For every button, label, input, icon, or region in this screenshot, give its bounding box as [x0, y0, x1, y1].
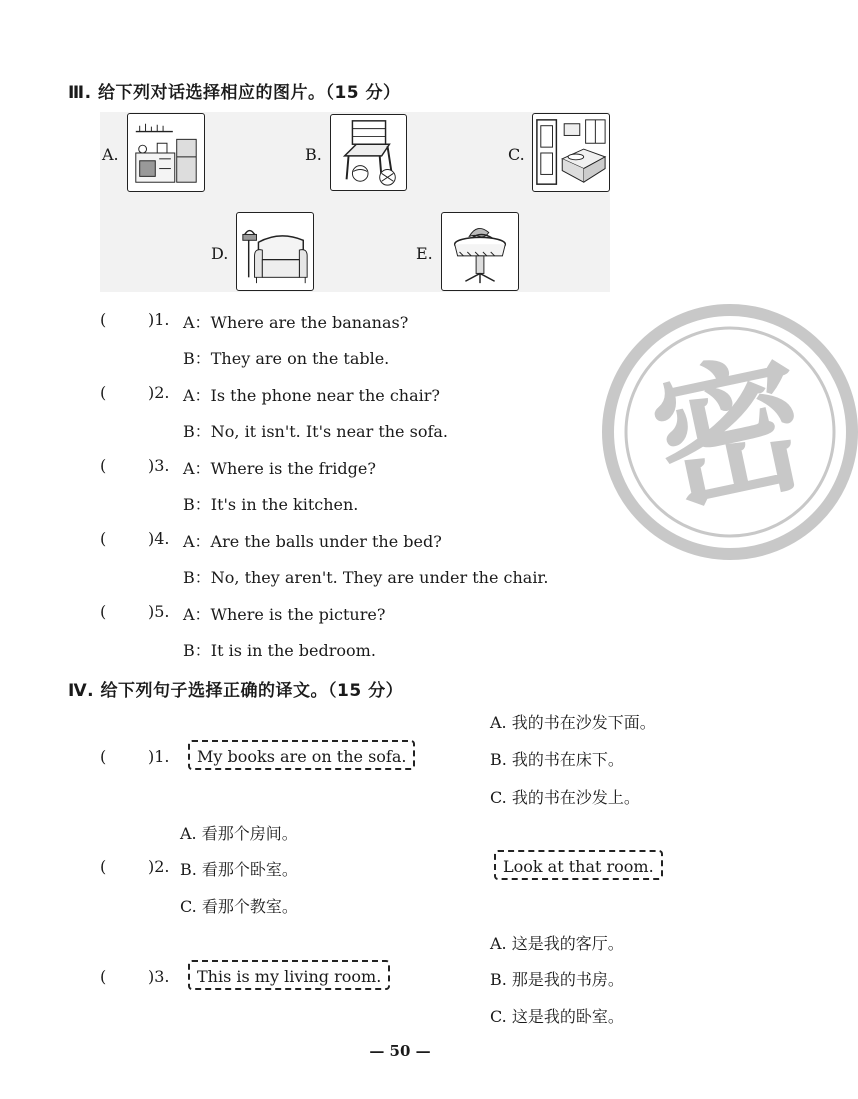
q4-2-number: )2. — [148, 857, 170, 876]
q4-3-sentence-box: This is my living room. — [188, 960, 390, 990]
q3-2-line-b: B：No, it isn't. It's near the sofa. — [183, 422, 449, 441]
picture-c-letter: C. — [508, 145, 525, 164]
page-number: — 50 — — [369, 1042, 431, 1060]
picture-e-table[interactable] — [441, 212, 519, 291]
q3-5-line-b: B：It is in the bedroom. — [183, 641, 376, 660]
picture-c-bedroom[interactable] — [532, 113, 610, 192]
picture-d-letter: D. — [211, 244, 229, 263]
q3-2-line-a: A：Is the phone near the chair? — [183, 386, 440, 405]
q4-2-option-b: B. 看那个卧室。 — [180, 860, 298, 879]
picture-band-bottom — [100, 196, 610, 292]
q4-1-option-c: C. 我的书在沙发上。 — [490, 788, 640, 807]
q3-1-line-b: B：They are on the table. — [183, 349, 390, 368]
table-with-bananas-icon — [442, 213, 518, 290]
q3-1-number: )1. — [148, 310, 170, 329]
stamp-char: 密 — [639, 334, 823, 536]
q3-5-number: )5. — [148, 602, 170, 621]
q4-3-paren[interactable]: ( — [100, 967, 107, 986]
picture-b-chair[interactable] — [330, 114, 407, 191]
q3-1-line-a: A：Where are the bananas? — [183, 313, 409, 332]
q4-3-option-a: A. 这是我的客厅。 — [490, 934, 624, 953]
q3-2-number: )2. — [148, 383, 170, 402]
q4-2-option-a: A. 看那个房间。 — [180, 824, 298, 843]
q3-4-line-a: A：Are the balls under the bed? — [183, 532, 442, 551]
q4-1-number: )1. — [148, 747, 170, 766]
picture-a-letter: A. — [102, 145, 119, 164]
kitchen-icon — [128, 114, 204, 191]
q3-3-number: )3. — [148, 456, 170, 475]
q3-4-number: )4. — [148, 529, 170, 548]
picture-e-letter: E. — [416, 244, 433, 263]
q3-4-paren[interactable]: ( — [100, 529, 107, 548]
q4-2-option-c: C. 看那个教室。 — [180, 897, 298, 916]
q3-5-line-a: A：Where is the picture? — [183, 605, 386, 624]
q4-1-paren[interactable]: ( — [100, 747, 107, 766]
section3-heading: Ⅲ. 给下列对话选择相应的图片。（15 分） — [68, 83, 401, 103]
chair-with-balls-icon — [331, 115, 406, 190]
q3-3-paren[interactable]: ( — [100, 456, 107, 475]
q4-1-option-a: A. 我的书在沙发下面。 — [490, 713, 656, 732]
q4-2-sentence-box: Look at that room. — [494, 850, 663, 880]
q4-2-paren[interactable]: ( — [100, 857, 107, 876]
section4-heading: Ⅳ. 给下列句子选择正确的译文。（15 分） — [68, 681, 404, 701]
q3-2-paren[interactable]: ( — [100, 383, 107, 402]
secret-stamp-icon — [598, 298, 858, 566]
q4-3-option-c: C. 这是我的卧室。 — [490, 1007, 624, 1026]
q4-1-sentence-box: My books are on the sofa. — [188, 740, 415, 770]
q4-3-option-b: B. 那是我的书房。 — [490, 970, 624, 989]
picture-a-kitchen[interactable] — [127, 113, 205, 192]
bedroom-icon — [533, 114, 609, 191]
picture-b-letter: B. — [305, 145, 322, 164]
q3-5-paren[interactable]: ( — [100, 602, 107, 621]
q3-4-line-b: B：No, they aren't. They are under the chair. — [183, 568, 549, 587]
q4-1-option-b: B. 我的书在床下。 — [490, 750, 624, 769]
sofa-with-phone-icon — [237, 213, 313, 290]
q3-3-line-b: B：It's in the kitchen. — [183, 495, 359, 514]
q3-3-line-a: A：Where is the fridge? — [183, 459, 376, 478]
q4-3-number: )3. — [148, 967, 170, 986]
picture-d-sofa[interactable] — [236, 212, 314, 291]
q3-1-paren[interactable]: ( — [100, 310, 107, 329]
